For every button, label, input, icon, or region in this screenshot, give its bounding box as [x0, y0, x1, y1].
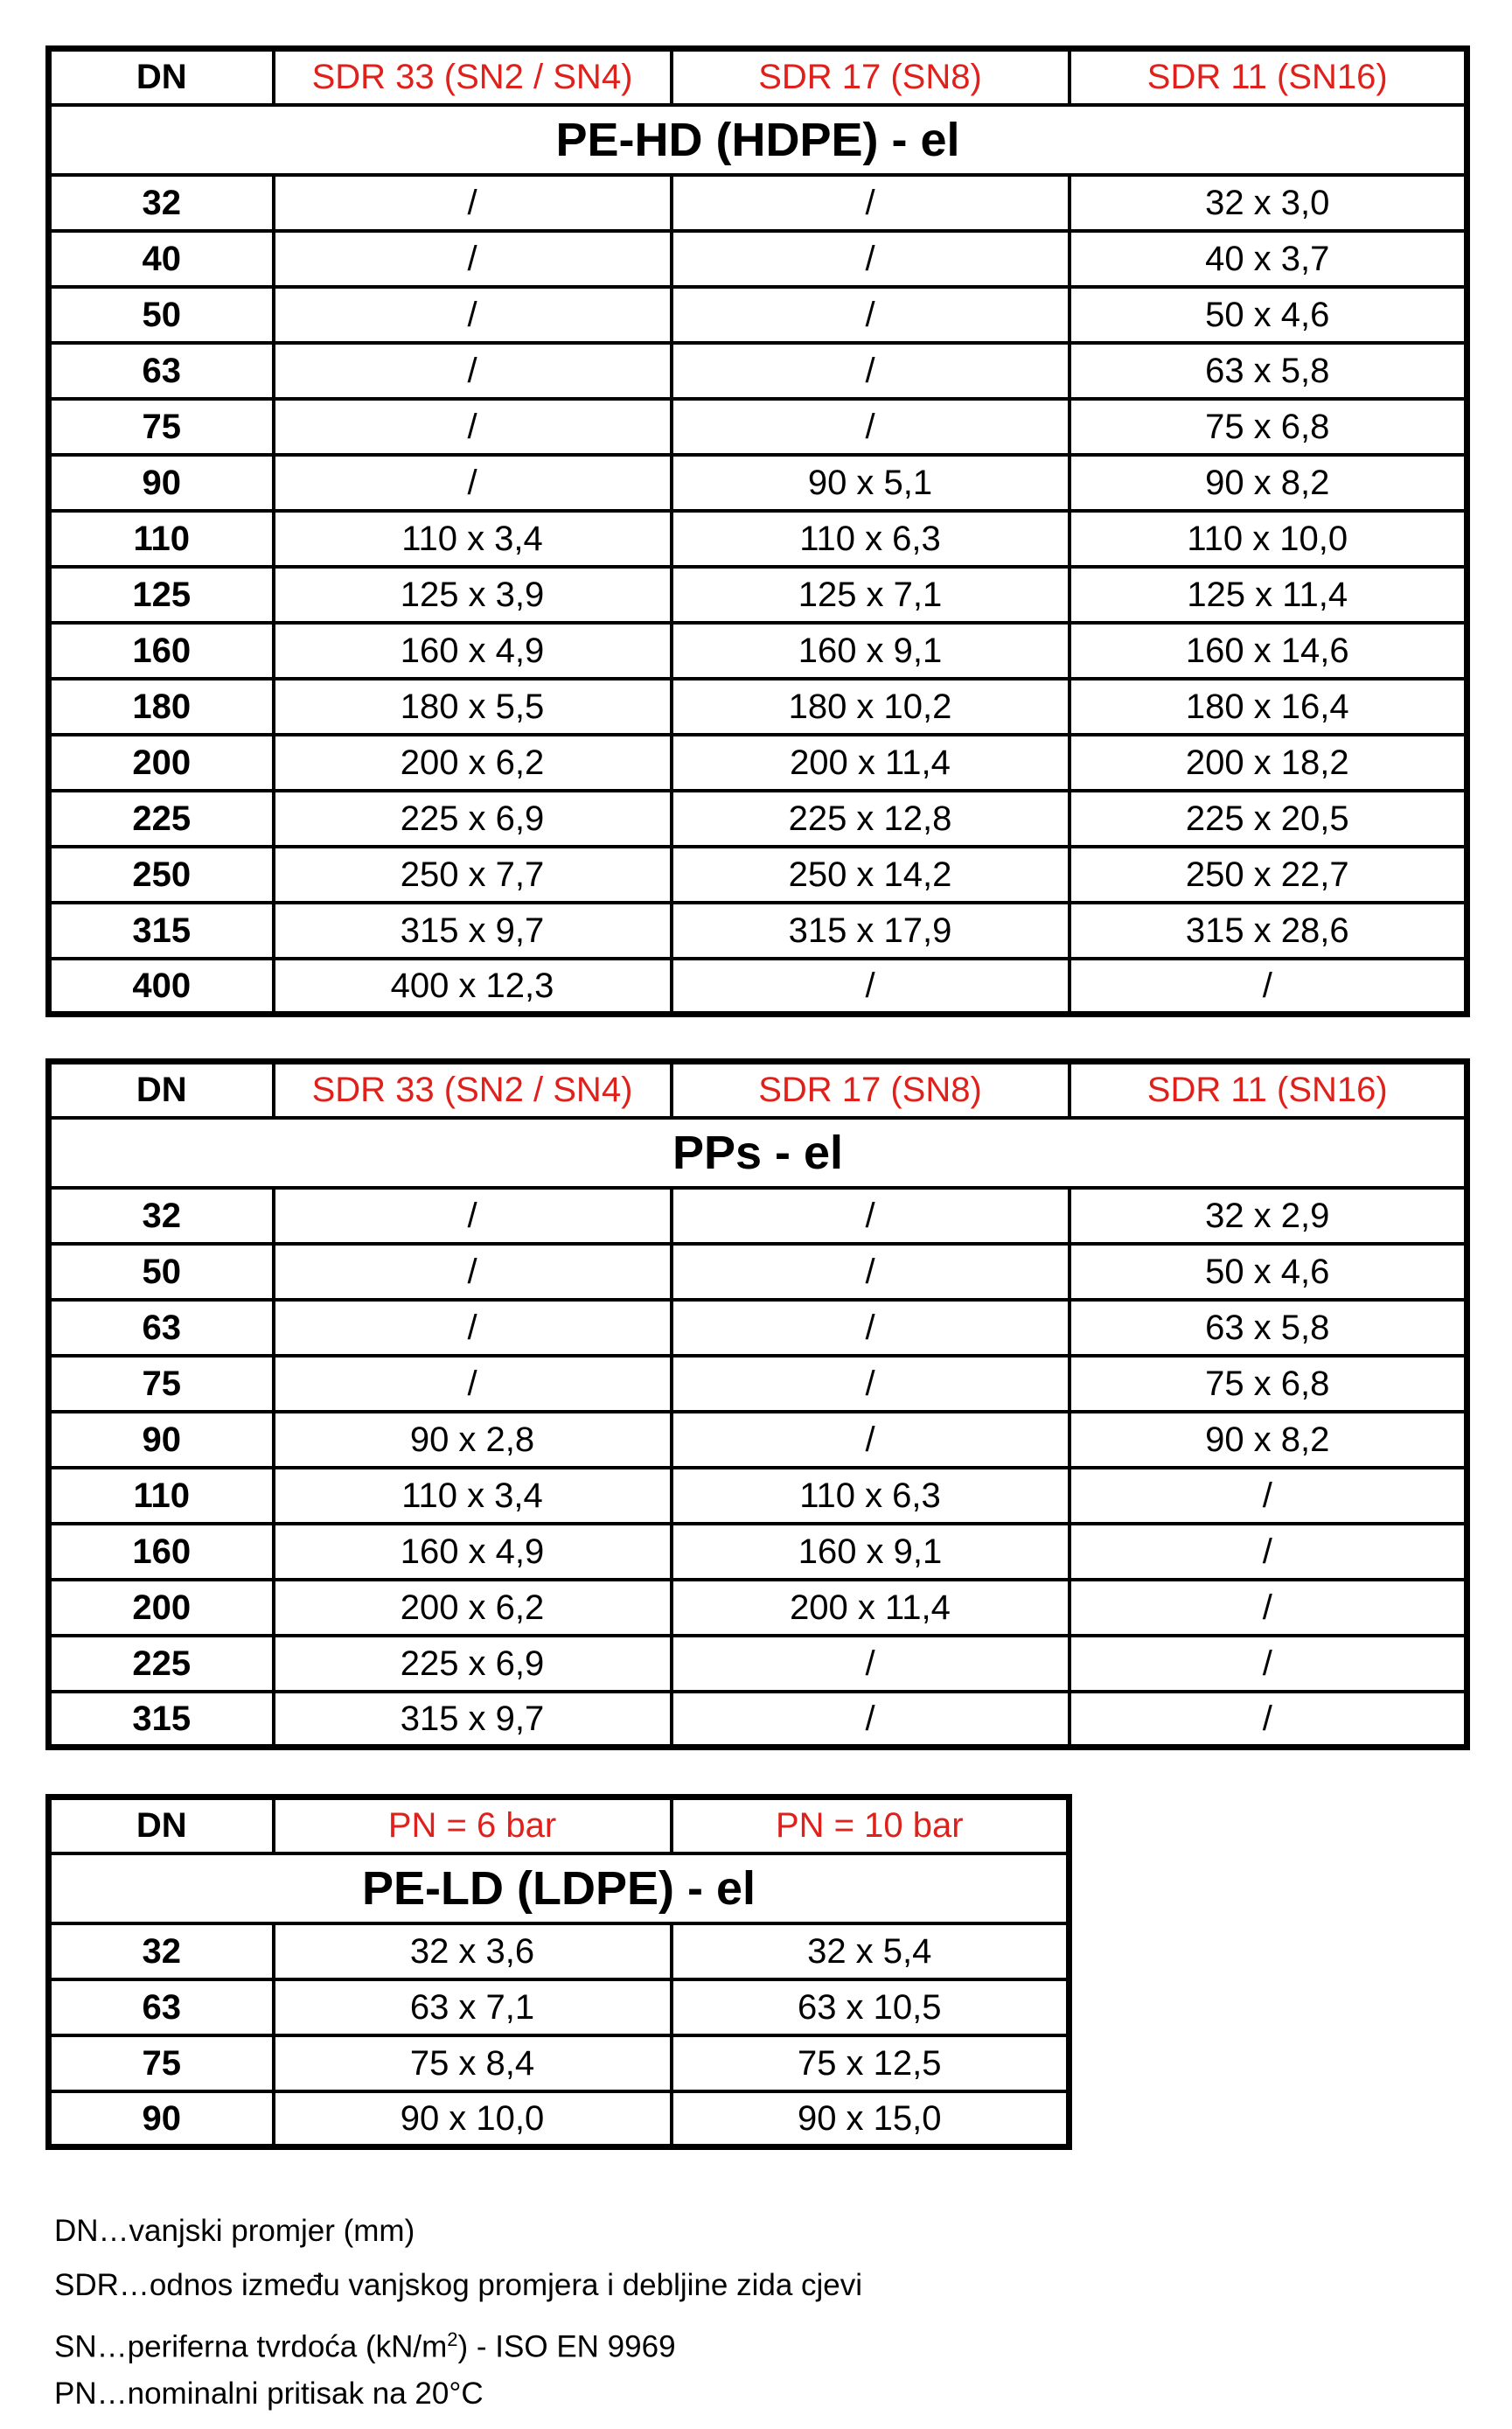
title-row [49, 105, 1467, 175]
dimension-cell: 90 x 15,0 [672, 2091, 1070, 2147]
dimension-cell: / [672, 287, 1070, 343]
dimension-cell: 32 x 5,4 [672, 1923, 1070, 1979]
header-row [49, 49, 1467, 105]
dimension-cell: 90 x 5,1 [672, 455, 1070, 511]
column-header: SDR 11 (SN16) [1070, 1062, 1467, 1118]
table-row [49, 511, 1467, 567]
dimension-cell: 125 x 11,4 [1070, 567, 1467, 623]
table-row [49, 1524, 1467, 1580]
table-row [49, 623, 1467, 679]
dimension-cell: 90 x 8,2 [1070, 1412, 1467, 1468]
dimension-cell: 200 x 6,2 [274, 1580, 672, 1636]
dimension-cell: / [672, 1356, 1070, 1412]
dimension-cell: 250 x 22,7 [1070, 847, 1467, 903]
dimension-cell: 75 x 6,8 [1070, 1356, 1467, 1412]
dn-cell: 63 [49, 1979, 274, 2035]
dimension-cell: 125 x 3,9 [274, 567, 672, 623]
dimension-cell: 50 x 4,6 [1070, 287, 1467, 343]
dimension-cell: 200 x 11,4 [672, 1580, 1070, 1636]
dn-cell: 110 [49, 511, 274, 567]
pps-table [45, 1058, 1470, 1750]
table-row [49, 1923, 1070, 1979]
dn-cell: 50 [49, 1244, 274, 1300]
table-row [49, 399, 1467, 455]
dimension-cell: 400 x 12,3 [274, 959, 672, 1015]
dimension-cell: 75 x 12,5 [672, 2035, 1070, 2091]
dimension-cell: 32 x 3,6 [274, 1923, 672, 1979]
dn-header: DN [49, 1062, 274, 1118]
dimension-cell: 110 x 6,3 [672, 1468, 1070, 1524]
dn-cell: 32 [49, 1923, 274, 1979]
table-row [49, 2035, 1070, 2091]
column-header: SDR 33 (SN2 / SN4) [274, 49, 672, 105]
dimension-cell: 63 x 5,8 [1070, 343, 1467, 399]
dimension-cell: 32 x 2,9 [1070, 1188, 1467, 1244]
table-row [49, 1692, 1467, 1748]
dn-cell: 200 [49, 1580, 274, 1636]
column-header: PN = 6 bar [274, 1797, 672, 1853]
table-row [49, 2091, 1070, 2147]
dimension-cell: / [672, 1188, 1070, 1244]
dn-cell: 75 [49, 1356, 274, 1412]
dimension-cell: / [672, 399, 1070, 455]
legend-sn [54, 2313, 862, 2367]
dn-cell: 75 [49, 2035, 274, 2091]
dimension-cell: / [274, 455, 672, 511]
legend-sn-prefix: SN…periferna tvrdoća (kN/m [54, 2329, 448, 2364]
column-header: PN = 10 bar [672, 1797, 1070, 1853]
dimension-cell: 32 x 3,0 [1070, 175, 1467, 231]
table-row [49, 1580, 1467, 1636]
dimension-cell: 160 x 4,9 [274, 1524, 672, 1580]
table-title: PPs - el [49, 1118, 1467, 1188]
legend-sn-sup: 2 [447, 2328, 458, 2350]
dimension-cell: 63 x 7,1 [274, 1979, 672, 2035]
dimension-cell: 250 x 7,7 [274, 847, 672, 903]
dimension-cell: / [274, 287, 672, 343]
dimension-cell: 160 x 9,1 [672, 623, 1070, 679]
dimension-cell: 250 x 14,2 [672, 847, 1070, 903]
dimension-cell: 110 x 10,0 [1070, 511, 1467, 567]
dimension-cell: 90 x 2,8 [274, 1412, 672, 1468]
dn-cell: 32 [49, 175, 274, 231]
title-row [49, 1853, 1070, 1923]
legend-sn-suffix: ) - ISO EN 9969 [457, 2329, 676, 2364]
dn-cell: 32 [49, 1188, 274, 1244]
dimension-cell: 200 x 11,4 [672, 735, 1070, 791]
column-header: SDR 17 (SN8) [672, 49, 1070, 105]
dn-cell: 315 [49, 903, 274, 959]
dimension-cell: 225 x 12,8 [672, 791, 1070, 847]
dn-cell: 75 [49, 399, 274, 455]
dn-cell: 110 [49, 1468, 274, 1524]
dimension-cell: / [274, 399, 672, 455]
dimension-cell: 160 x 14,6 [1070, 623, 1467, 679]
dimension-cell: 90 x 10,0 [274, 2091, 672, 2147]
dimension-cell: / [1070, 1692, 1467, 1748]
dn-cell: 90 [49, 1412, 274, 1468]
column-header: SDR 33 (SN2 / SN4) [274, 1062, 672, 1118]
dimension-cell: / [672, 231, 1070, 287]
dimension-cell: 315 x 17,9 [672, 903, 1070, 959]
legend-sdr: SDR…odnos između vanjskog promjera i debljine zida cjevi [54, 2268, 863, 2302]
dimension-cell: / [1070, 1636, 1467, 1692]
table-row [49, 1979, 1070, 2035]
legend-pn: PN…nominalni pritisak na 20°C [54, 2377, 484, 2411]
table-row [49, 1356, 1467, 1412]
dn-cell: 180 [49, 679, 274, 735]
dimension-cell: 90 x 8,2 [1070, 455, 1467, 511]
dimension-cell: / [1070, 1468, 1467, 1524]
dimension-cell: 200 x 18,2 [1070, 735, 1467, 791]
dimension-cell: 315 x 9,7 [274, 1692, 672, 1748]
dimension-cell: / [274, 1188, 672, 1244]
header-row [49, 1062, 1467, 1118]
dimension-cell: 315 x 9,7 [274, 903, 672, 959]
table-row [49, 455, 1467, 511]
table-row [49, 903, 1467, 959]
ldpe-table [45, 1794, 1072, 2150]
dimension-cell: 225 x 20,5 [1070, 791, 1467, 847]
table-row [49, 231, 1467, 287]
table-row [49, 735, 1467, 791]
dimension-cell: / [274, 175, 672, 231]
dn-cell: 225 [49, 791, 274, 847]
dn-cell: 63 [49, 1300, 274, 1356]
dimension-cell: 180 x 16,4 [1070, 679, 1467, 735]
dimension-cell: 75 x 6,8 [1070, 399, 1467, 455]
column-header: SDR 17 (SN8) [672, 1062, 1070, 1118]
table-row [49, 287, 1467, 343]
dn-cell: 315 [49, 1692, 274, 1748]
dimension-cell: / [1070, 1524, 1467, 1580]
dn-cell: 90 [49, 455, 274, 511]
dimension-cell: / [274, 1356, 672, 1412]
dn-cell: 160 [49, 623, 274, 679]
dimension-cell: 50 x 4,6 [1070, 1244, 1467, 1300]
dimension-cell: 110 x 6,3 [672, 511, 1070, 567]
dimension-cell: 225 x 6,9 [274, 1636, 672, 1692]
dimension-cell: 125 x 7,1 [672, 567, 1070, 623]
dimension-cell: 75 x 8,4 [274, 2035, 672, 2091]
dimension-cell: / [672, 1412, 1070, 1468]
table-row [49, 343, 1467, 399]
dimension-cell: 110 x 3,4 [274, 1468, 672, 1524]
dimension-cell: / [672, 1636, 1070, 1692]
dimension-cell: 160 x 9,1 [672, 1524, 1070, 1580]
table-row [49, 175, 1467, 231]
dimension-cell: / [1070, 1580, 1467, 1636]
dn-cell: 40 [49, 231, 274, 287]
table-row [49, 1468, 1467, 1524]
table-row [49, 791, 1467, 847]
title-row [49, 1118, 1467, 1188]
table-row [49, 1636, 1467, 1692]
dn-cell: 200 [49, 735, 274, 791]
table-row [49, 847, 1467, 903]
table-row [49, 567, 1467, 623]
dn-cell: 225 [49, 1636, 274, 1692]
header-row [49, 1797, 1070, 1853]
dimension-cell: 63 x 5,8 [1070, 1300, 1467, 1356]
dimension-cell: / [672, 175, 1070, 231]
table-row [49, 1244, 1467, 1300]
dimension-cell: / [672, 343, 1070, 399]
dimension-cell: / [274, 1300, 672, 1356]
dimension-cell: 110 x 3,4 [274, 511, 672, 567]
dn-cell: 63 [49, 343, 274, 399]
dimension-cell: 315 x 28,6 [1070, 903, 1467, 959]
dimension-cell: 63 x 10,5 [672, 1979, 1070, 2035]
table-row [49, 679, 1467, 735]
table-title: PE-HD (HDPE) - el [49, 105, 1467, 175]
dimension-cell: / [672, 1692, 1070, 1748]
dimension-cell: 200 x 6,2 [274, 735, 672, 791]
dimension-cell: / [274, 231, 672, 287]
dn-header: DN [49, 1797, 274, 1853]
dn-cell: 90 [49, 2091, 274, 2147]
legend [54, 2204, 862, 2421]
dimension-cell: / [274, 1244, 672, 1300]
dimension-cell: / [672, 1244, 1070, 1300]
table-row [49, 959, 1467, 1015]
dimension-cell: 180 x 5,5 [274, 679, 672, 735]
dimension-cell: 40 x 3,7 [1070, 231, 1467, 287]
dimension-cell: / [274, 343, 672, 399]
dn-header: DN [49, 49, 274, 105]
table-row [49, 1300, 1467, 1356]
legend-dn: DN…vanjski promjer (mm) [54, 2214, 415, 2248]
dn-cell: 50 [49, 287, 274, 343]
hdpe-table [45, 45, 1470, 1017]
dimension-cell: 225 x 6,9 [274, 791, 672, 847]
dimension-cell: / [1070, 959, 1467, 1015]
dn-cell: 250 [49, 847, 274, 903]
dimension-cell: / [672, 959, 1070, 1015]
table-row [49, 1412, 1467, 1468]
table-row [49, 1188, 1467, 1244]
table-title: PE-LD (LDPE) - el [49, 1853, 1070, 1923]
dn-cell: 125 [49, 567, 274, 623]
dimension-cell: / [672, 1300, 1070, 1356]
dimension-cell: 160 x 4,9 [274, 623, 672, 679]
column-header: SDR 11 (SN16) [1070, 49, 1467, 105]
dimension-cell: 180 x 10,2 [672, 679, 1070, 735]
dn-cell: 400 [49, 959, 274, 1015]
dn-cell: 160 [49, 1524, 274, 1580]
